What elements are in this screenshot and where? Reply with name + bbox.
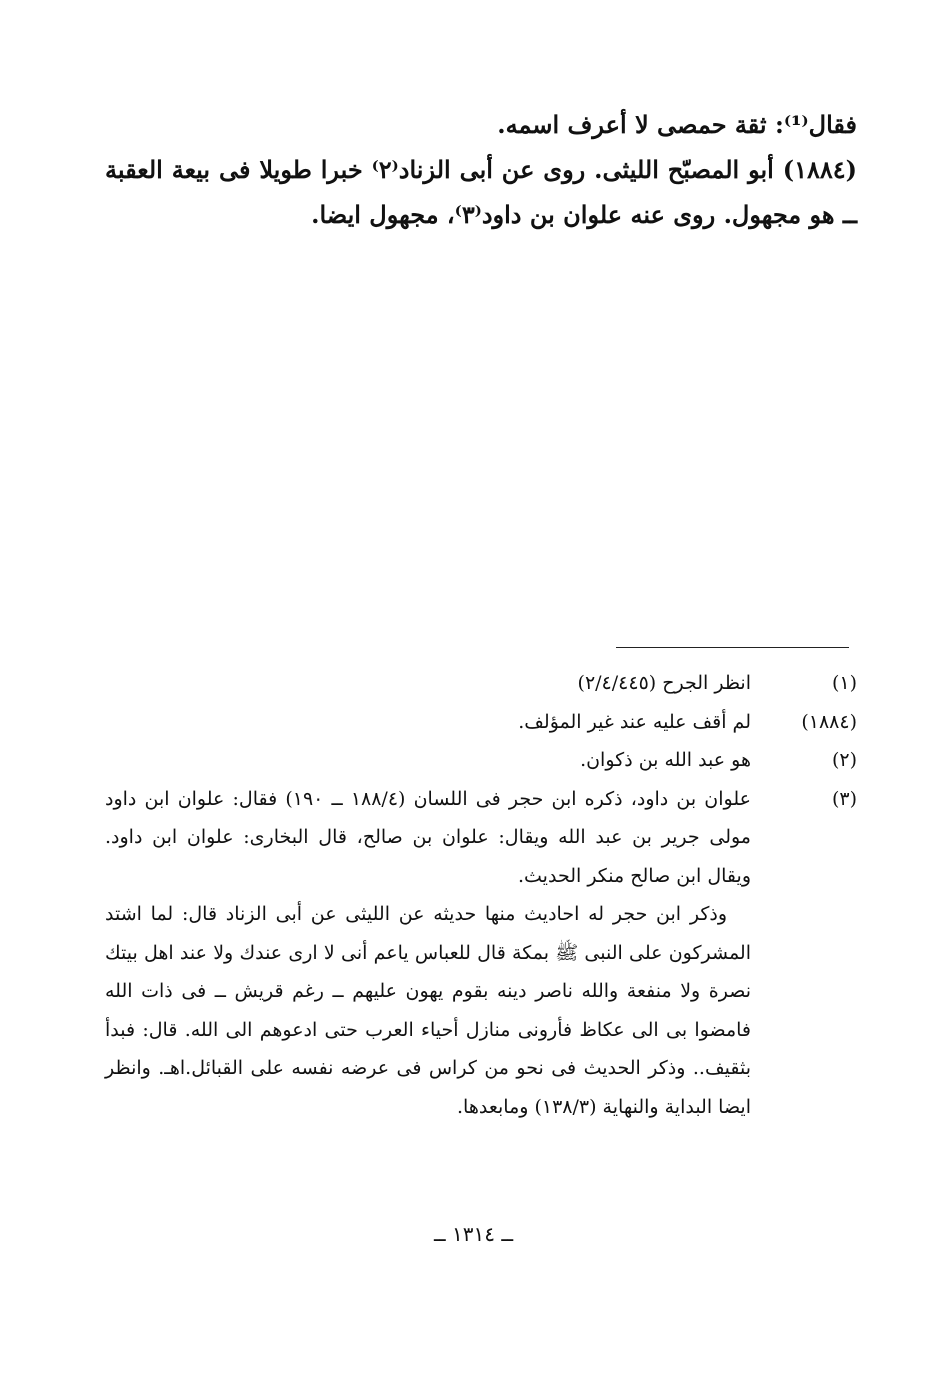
- footnote-number: (١٨٨٤): [801, 710, 857, 733]
- main-line-1: فقال⁽¹⁾: ثقة حمصى لا أعرف اسمه.: [497, 110, 857, 139]
- footnote-2: [105, 741, 857, 780]
- footnote-3-paragraph-1: علوان بن داود، ذكره ابن حجر فى اللسان (١٨٨/٤ ــ ١٩٠) فقال: علوان ابن داود مولى جرير بن عبد الله ويقال: علوان بن صالح، قال البخارى: علوان ابن داود. ويقال ابن صالح منكر الحديث.: [105, 787, 751, 887]
- footnote-text: لم أقف عليه عند غير المؤلف.: [518, 710, 751, 733]
- footnote-number: (١): [831, 672, 857, 694]
- footnote-1884: [105, 703, 857, 742]
- entry-1884: (١٨٨٤) أبو المصبّح الليثى. روى عن أبى الزناد⁽٢⁾ خبرا طويلا فى بيعة العقبة ــ هو مجهول. روى عنه علوان بن داود⁽٣⁾، مجهول ايضا.: [105, 155, 857, 229]
- page-number: ــ ١٣١٤ ــ: [433, 1222, 514, 1246]
- footnote-number: (٢): [831, 749, 857, 771]
- footnote-3: [105, 780, 857, 1127]
- footnote-3-body: [105, 780, 751, 1127]
- main-text: [105, 102, 857, 237]
- footnote-text: هو عبد الله بن ذكوان.: [580, 749, 751, 771]
- footnote-1: [105, 664, 857, 703]
- footnote-number: (٣): [831, 787, 857, 810]
- footnote-text: انظر الجرح (٢/٤/٤٤٥): [577, 672, 751, 694]
- footnote-3-paragraph-2: وذكر ابن حجر له احاديث منها حديثه عن الليثى عن أبى الزناد قال: لما اشتد المشركون على النبى ﷺ بمكة قال للعباس ياعم أنى لا ارى عندك ولا عند اهل بيتك نصرة ولا منفعة والله ناصر دينه بقوم يهون عليهم ــ رغم قريش ــ فى ذات الله فامضوا بى الى عكاظ فأرونى منازل أحياء العرب حتى ادعوهم الى الله. قال: فبدأ بثقيف.. وذكر الحديث فى نحو من كراس فى عرضه نفسه على القبائل.اهـ. وانظر ايضا البداية والنهاية (١٣٨/٣) ومابعدها.: [105, 903, 751, 1118]
- footnotes: [105, 664, 857, 1126]
- footnote-separator: [616, 647, 849, 648]
